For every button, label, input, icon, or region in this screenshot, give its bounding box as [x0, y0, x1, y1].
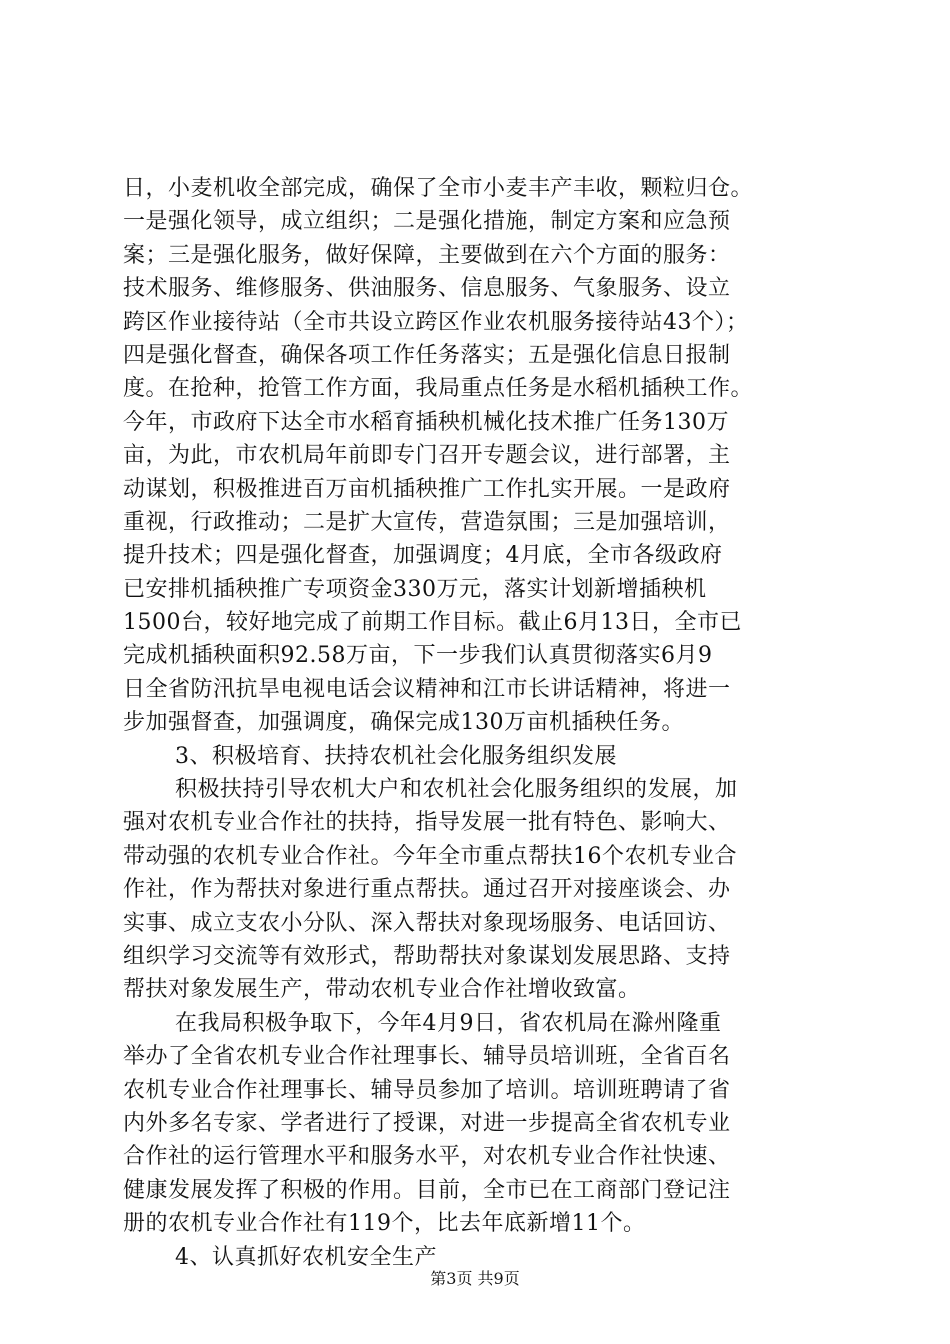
- text-line: 积极扶持引导农机大户和农机社会化服务组织的发展，加: [175, 777, 738, 803]
- body-text: [123, 172, 843, 1274]
- text-line: 跨区作业接待站（全市共设立跨区作业农机服务接待站43个）；: [123, 309, 749, 335]
- text-line: 带动强的农机专业合作社。今年全市重点帮扶16个农机专业合: [123, 843, 737, 869]
- text-line: 合作社的运行管理水平和服务水平，对农机专业合作社快速、: [123, 1144, 731, 1170]
- text-line: 1500台，较好地完成了前期工作目标。截止6月13日，全市已: [123, 610, 742, 636]
- text-line: 动谋划，积极推进百万亩机插秧推广工作扎实开展。一是政府: [123, 476, 731, 502]
- section-heading-3: 3、积极培育、扶持农机社会化服务组织发展: [175, 743, 617, 769]
- text-line: 度。在抢种，抢管工作方面，我局重点任务是水稻机插秧工作。: [123, 376, 754, 402]
- text-line: 日，小麦机收全部完成，确保了全市小麦丰产丰收，颗粒归仓。: [123, 176, 754, 201]
- text-line: 作社，作为帮扶对象进行重点帮扶。通过召开对接座谈会、办: [123, 877, 731, 903]
- text-line: 今年，市政府下达全市水稻育插秧机械化技术推广任务130万: [123, 409, 729, 435]
- text-line: 帮扶对象发展生产，带动农机专业合作社增收致富。: [123, 977, 641, 1003]
- text-line: 册的农机专业合作社有119个，比去年底新增11个。: [123, 1211, 646, 1237]
- text-line: 重视，行政推动；二是扩大宣传，营造氛围；三是加强培训，: [123, 509, 731, 535]
- page-footer: 第3页 共9页: [430, 1269, 520, 1288]
- text-line: 强对农机专业合作社的扶持，指导发展一批有特色、影响大、: [123, 810, 731, 836]
- text-line: 农机专业合作社理事长、辅导员参加了培训。培训班聘请了省: [123, 1077, 731, 1103]
- text-line: 健康发展发挥了积极的作用。目前，全市已在工商部门登记注: [123, 1177, 731, 1203]
- text-line: 亩，为此，市农机局年前即专门召开专题会议，进行部署，主: [123, 443, 731, 469]
- text-line: 一是强化领导，成立组织；二是强化措施，制定方案和应急预: [123, 209, 731, 235]
- text-line: 完成机插秧面积92.58万亩，下一步我们认真贯彻落实6月9: [123, 643, 713, 669]
- text-line: 已安排机插秧推广专项资金330万元，落实计划新增插秧机: [123, 576, 707, 602]
- text-line: 日全省防汛抗旱电视电话会议精神和江市长讲话精神，将进一: [123, 676, 731, 702]
- text-line: 技术服务、维修服务、供油服务、信息服务、气象服务、设立: [123, 276, 731, 302]
- text-line: 提升技术；四是强化督查，加强调度；4月底，全市各级政府: [123, 543, 723, 569]
- section-heading-4: 4、认真抓好农机安全生产: [175, 1244, 437, 1270]
- text-line: 在我局积极争取下，今年4月9日，省农机局在滁州隆重: [175, 1010, 722, 1036]
- text-line: 组织学习交流等有效形式，帮助帮扶对象谋划发展思路、支持: [123, 943, 731, 969]
- text-line: 步加强督查，加强调度，确保完成130万亩机插秧任务。: [123, 710, 684, 736]
- text-line: 案；三是强化服务，做好保障，主要做到在六个方面的服务：: [123, 242, 731, 268]
- text-line: 四是强化督查，确保各项工作任务落实；五是强化信息日报制: [123, 342, 731, 368]
- text-line: 内外多名专家、学者进行了授课，对进一步提高全省农机专业: [123, 1110, 731, 1136]
- text-line: 实事、成立支农小分队、深入帮扶对象现场服务、电话回访、: [123, 910, 731, 936]
- text-line: 举办了全省农机专业合作社理事长、辅导员培训班，全省百名: [123, 1044, 731, 1070]
